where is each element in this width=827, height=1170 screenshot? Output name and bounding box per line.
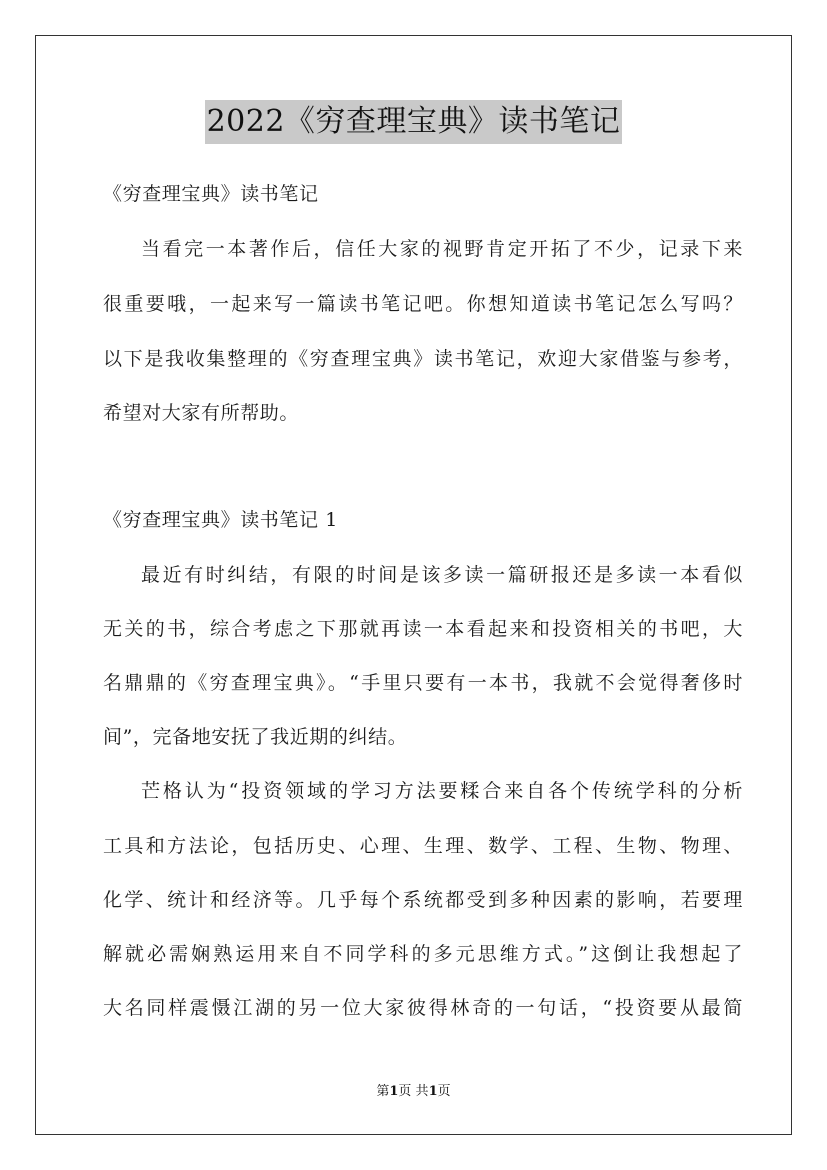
- text-line: 最近有时纠结，有限的时间是该多读一篇研报还是多读一本看似: [141, 564, 743, 586]
- text-line: 工具和方法论，包括历史、心理、生理、数学、工程、生物、物理、: [103, 835, 743, 857]
- text-line: 无关的书，综合考虑之下那就再读一本看起来和投资相关的书吧，大: [103, 618, 743, 640]
- section-heading: 《穷查理宝典》读书笔记 1: [103, 509, 338, 531]
- page-mid: 页 共: [398, 1084, 429, 1099]
- text-line: 间”，完备地安抚了我近期的纠结。: [103, 726, 408, 748]
- text-line: 《穷查理宝典》读书笔记: [103, 183, 319, 205]
- title-wrapper: [0, 100, 827, 144]
- text-line: 希望对大家有所帮助。: [103, 402, 300, 424]
- page-footer: [0, 1084, 827, 1100]
- page-suffix: 页: [437, 1084, 451, 1099]
- page-prefix: 第: [376, 1084, 390, 1099]
- text-line: 名鼎鼎的《穷查理宝典》。“手里只要有一本书，我就不会觉得奢侈时: [103, 672, 743, 694]
- document-title: 2022《穷查理宝典》读书笔记: [205, 100, 623, 144]
- text-line: 解就必需娴熟运用来自不同学科的多元思维方式。”这倒让我想起了: [103, 943, 743, 965]
- page-total: 1: [428, 1084, 438, 1099]
- text-line: 很重要哦，一起来写一篇读书笔记吧。你想知道读书笔记怎么写吗？: [103, 293, 743, 315]
- text-line: 芒格认为“投资领域的学习方法要糅合来自各个传统学科的分析: [141, 780, 743, 802]
- text-line: 以下是我收集整理的《穷查理宝典》读书笔记，欢迎大家借鉴与参考，: [103, 348, 743, 370]
- text-line: 化学、统计和经济等。几乎每个系统都受到多种因素的影响，若要理: [103, 889, 743, 911]
- text-line: 当看完一本著作后，信任大家的视野肯定开拓了不少，记录下来: [141, 238, 743, 260]
- page-current: 1: [389, 1084, 399, 1099]
- text-line: 大名同样震慑江湖的另一位大家彼得林奇的一句话，“投资要从最简: [103, 997, 743, 1019]
